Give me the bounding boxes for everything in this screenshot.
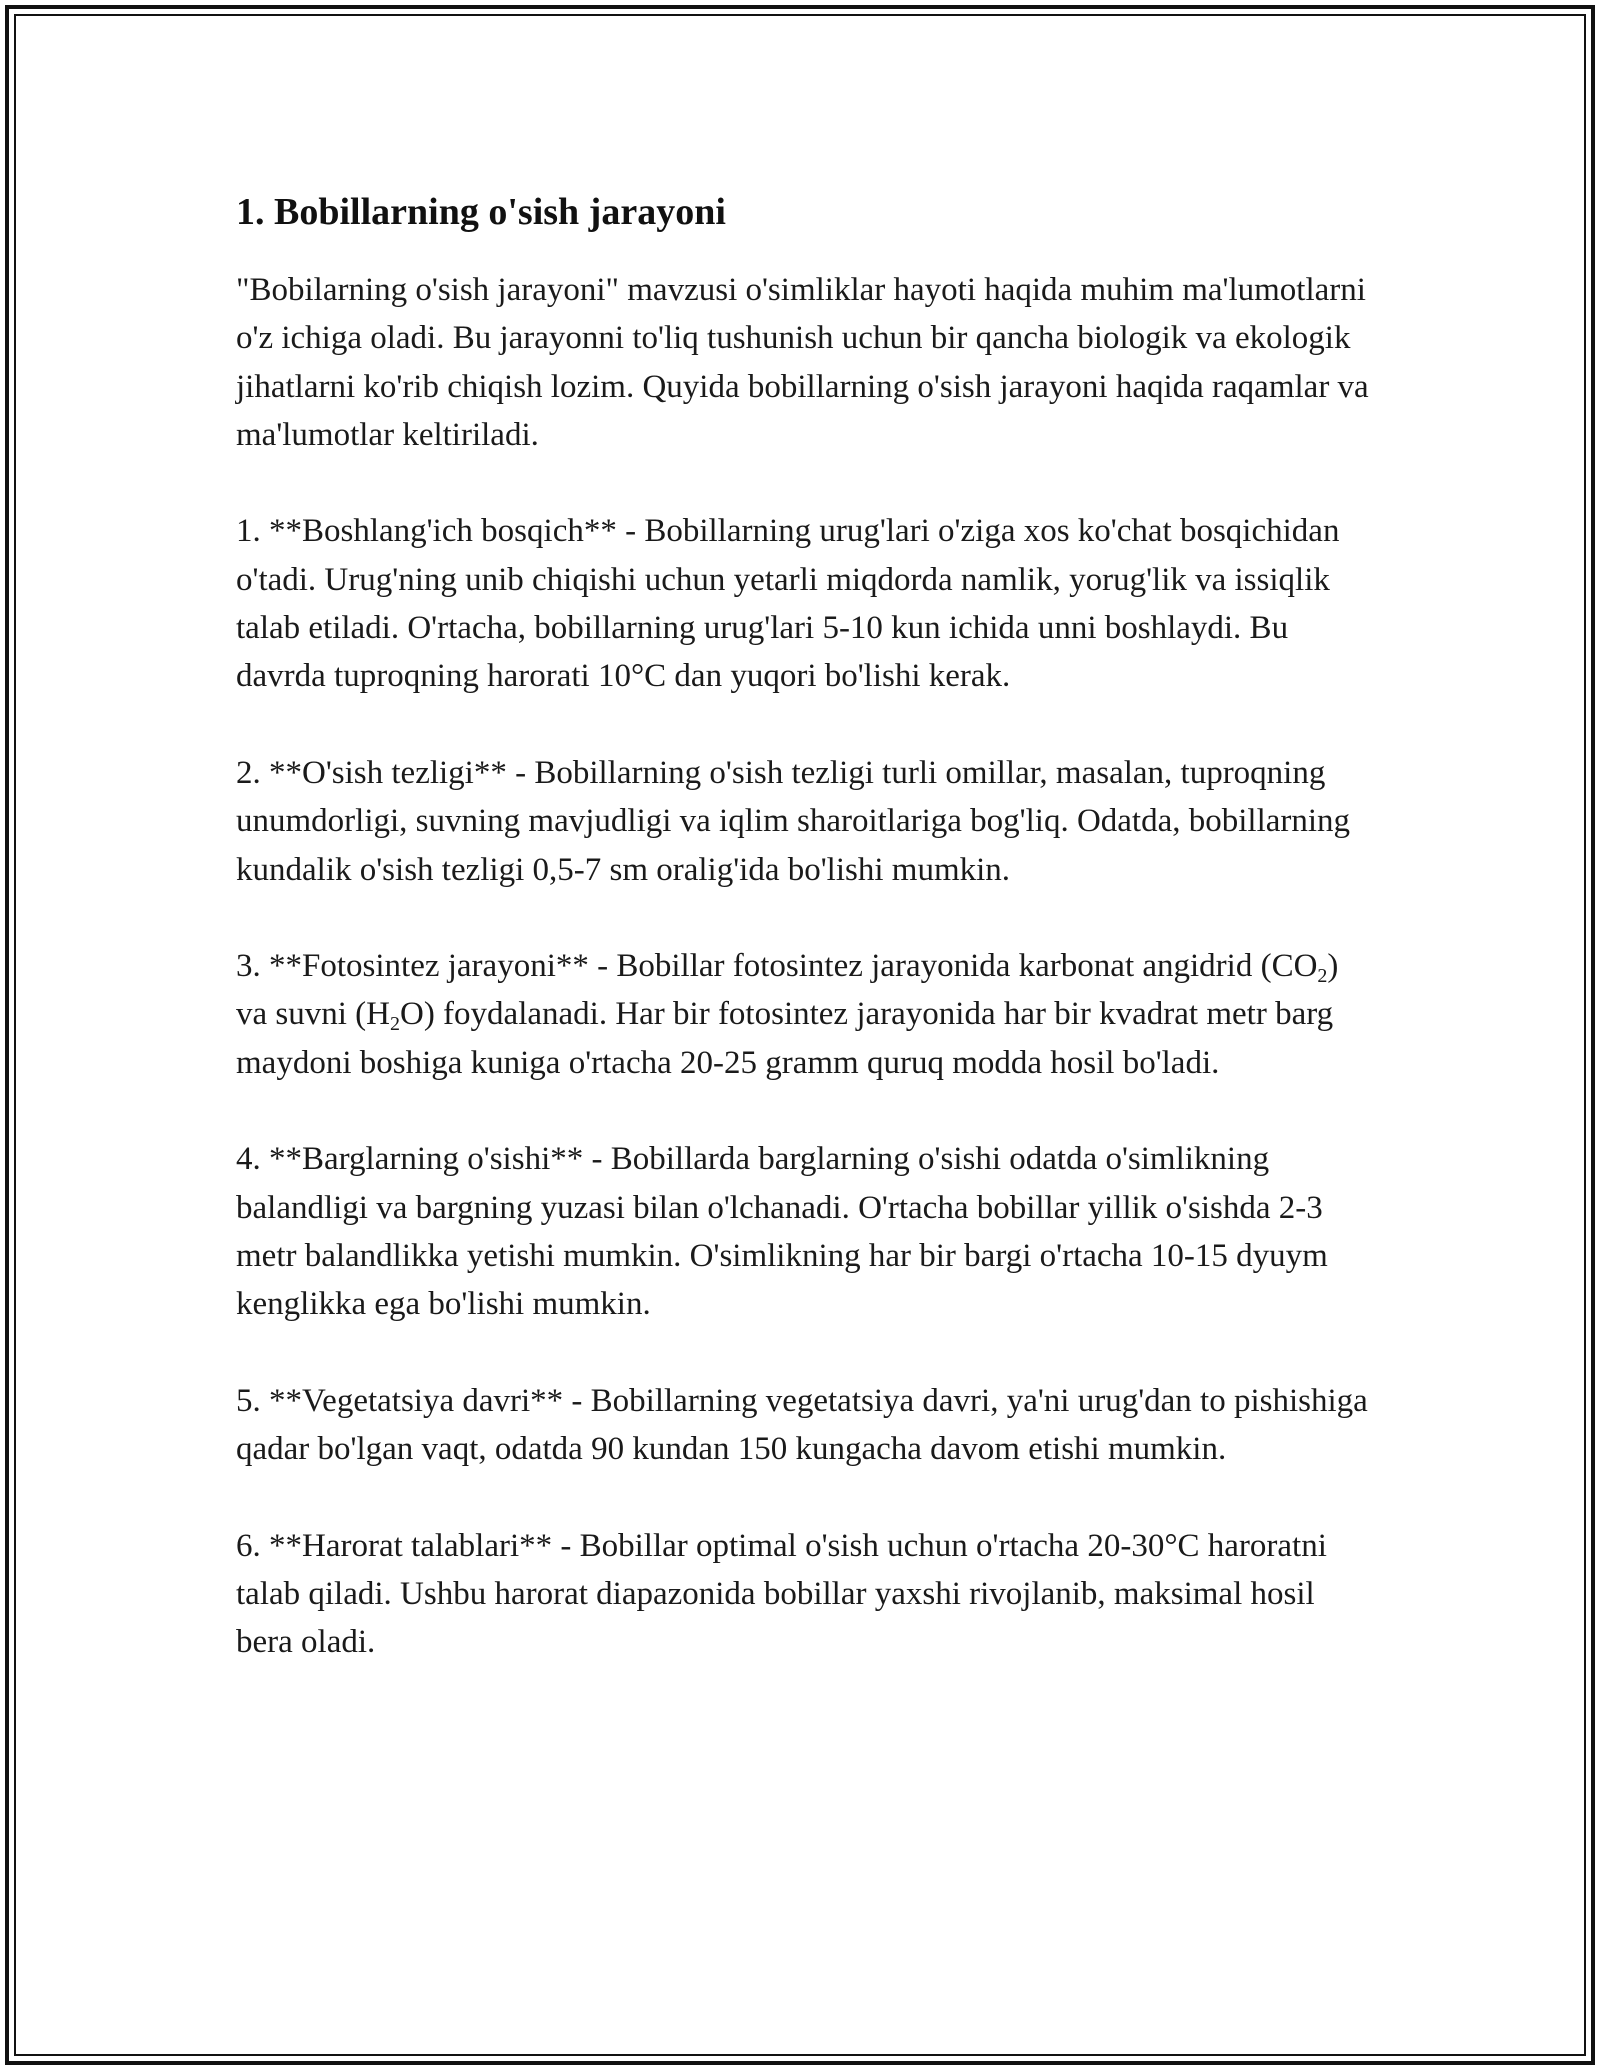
section-title: 1. Bobillarning o'sish jarayoni: [236, 191, 726, 233]
list-item-vegetation-period: 5. **Vegetatsiya davri** - Bobillarning vegetatsiya davri, ya'ni urug'dan to pishishiga qadar bo'lgan vaqt, odatda 90 kundan 150 kungacha davom etishi mumkin.: [236, 1382, 1368, 1468]
list-item-initial-stage: 1. **Boshlang'ich bosqich** - Bobillarning urug'lari o'ziga xos ko'chat bosqichidan o'tadi. Urug'ning unib chiqishi uchun yetarli miqdorda namlik, yorug'lik va issiqlik talab etiladi. O'rtacha, bobillarning urug'lari 5-10 kun ichida unni boshlaydi. Bu davrda tuproqning harorati 10°C dan yuqori bo'lishi kerak.: [236, 513, 1340, 695]
list-item-temperature-requirements: 6. **Harorat talablari** - Bobillar optimal o'sish uchun o'rtacha 20-30°C haroratni talab qiladi. Ushbu harorat diapazonida bobillar yaxshi rivojlanib, maksimal hosil bera oladi.: [236, 1527, 1327, 1661]
co2-subscript: 2: [1317, 965, 1328, 988]
photosynthesis-text-part2: ) va suvni (H: [236, 948, 1339, 1033]
intro-paragraph: "Bobilarning o'sish jarayoni" mavzusi o'simliklar hayoti haqida muhim ma'lumotlarni o'z ichiga oladi. Bu jarayonni to'liq tushunish uchun bir qancha biologik va ekologik jihatlarni ko'rib chiqish lozim. Quyida bobillarning o'sish jarayoni haqida raqamlar va ma'lumotlar keltiriladi.: [236, 272, 1369, 453]
list-item-growth-rate: 2. **O'sish tezligi** - Bobillarning o'sish tezligi turli omillar, masalan, tuproqning unumdorligi, suvning mavjudligi va iqlim sharoitlariga bog'liq. Odatda, bobillarning kundalik o'sish tezligi 0,5-7 sm oralig'ida bo'lishi mumkin.: [236, 754, 1351, 888]
list-item-photosynthesis: [236, 942, 1376, 1087]
document-body: [236, 186, 1376, 1667]
photosynthesis-text-part1: 3. **Fotosintez jarayoni** - Bobillar fotosintez jarayonida karbonat angidrid (CO: [236, 948, 1318, 985]
photosynthesis-text-part3: O) foydalanadi. Har bir fotosintez jarayonida har bir kvadrat metr barg maydoni boshiga kuniga o'rtacha 20-25 gramm quruq modda hosil bo'ladi.: [236, 996, 1334, 1081]
list-item-leaf-growth: 4. **Barglarning o'sishi** - Bobillarda barglarning o'sishi odatda o'simlikning balandligi va bargning yuzasi bilan o'lchanadi. O'rtacha bobillar yillik o'sishda 2-3 metr balandlikka yetishi mumkin. O'simlikning har bir bargi o'rtacha 10-15 dyuym kenglikka ega bo'lishi mumkin.: [236, 1141, 1328, 1323]
h2o-subscript: 2: [389, 1013, 400, 1036]
